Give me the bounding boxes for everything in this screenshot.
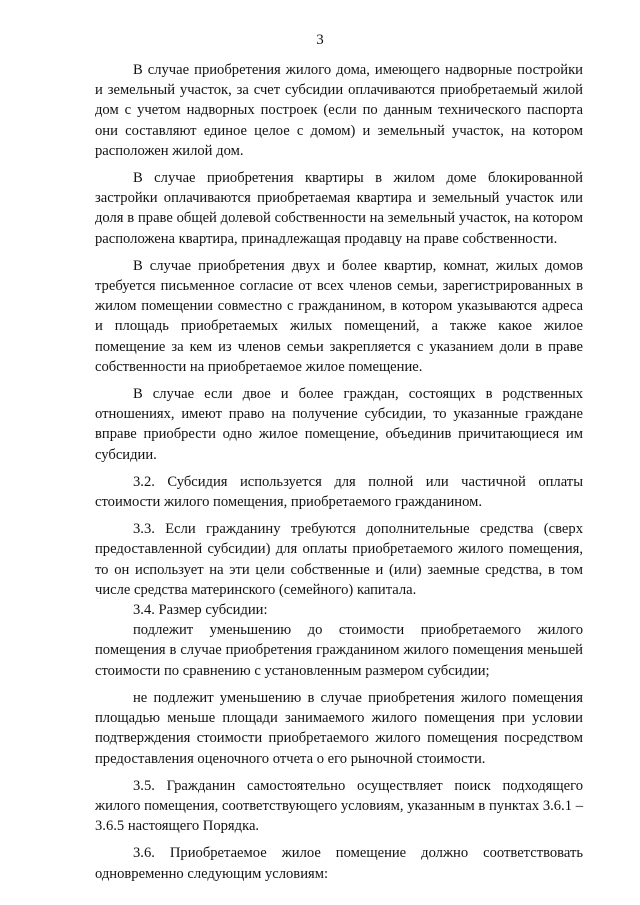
paragraph-relatives-joint-purchase: В случае если двое и более граждан, состоящих в родственных отношениях, имеют право на получение субсидии, то указанные граждане вправе приобрести одно жилое помещение, объединив причитающиеся им субсидии. (95, 386, 583, 463)
paragraph-house-purchase: В случае приобретения жилого дома, имеющего надворные постройки и земельный участок, за счет субсидии оплачиваются приобретаемый жилой дом с учетом надворных построек (если по данным технического паспорта они составляют единое целое с домом) и земельный участок, на котором расположен жилой дом. (95, 62, 583, 159)
paragraph-multiple-dwellings: В случае приобретения двух и более квартир, комнат, жилых домов требуется письменное согласие от всех членов семьи, зарегистрированных в жилом помещении совместно с гражданином, в котором указываются адреса и площадь приобретаемых жилых помещений, а также какое жилое помещение за кем из членов семьи закрепляется с указанием доли в праве собственности на приобретаемое жилое помещение. (95, 257, 583, 375)
page-number: 3 (316, 32, 324, 48)
paragraph-3-6: 3.6. Приобретаемое жилое помещение должно соответствовать одновременно следующим условиям: (95, 845, 583, 882)
paragraph-3-3: 3.3. Если гражданину требуются дополнительные средства (сверх предоставленной субсидии) для оплаты приобретаемого жилого помещения, то он использует на эти цели собственные и (или) заемные средства, в том числе средства материнского (семейного) капитала. (95, 521, 583, 598)
paragraph-3-4-heading: 3.4. Размер субсидии: (133, 602, 268, 619)
paragraph-3-2: 3.2. Субсидия используется для полной или частичной оплаты стоимости жилого помещения, приобретаемого гражданином. (95, 473, 583, 511)
paragraph-3-5: 3.5. Гражданин самостоятельно осуществляет поиск подходящего жилого помещения, соответствующего условиям, указанным в пунктах 3.6.1 – 3.6.5 настоящего Порядка. (95, 777, 583, 835)
paragraph-blocked-apartment: В случае приобретения квартиры в жилом доме блокированной застройки оплачиваются приобретаемая квартира и земельный участок или доля в праве общей долевой собственности на земельный участок, на котором расположена квартира, принадлежащая продавцу на праве собственности. (95, 170, 583, 247)
paragraph-3-4-reduction: подлежит уменьшению до стоимости приобретаемого жилого помещения в случае приобретения гражданином жилого помещения меньшей стоимости по сравнению с установленным размером субсидии; (95, 622, 583, 679)
document-body (95, 60, 583, 884)
paragraph-3-4-no-reduction: не подлежит уменьшению в случае приобретения жилого помещения площадью меньше площади занимаемого жилого помещения при условии подтверждения стоимости приобретаемого жилого помещения посредством предоставления оценочного отчета о его рыночной стоимости. (95, 689, 583, 767)
